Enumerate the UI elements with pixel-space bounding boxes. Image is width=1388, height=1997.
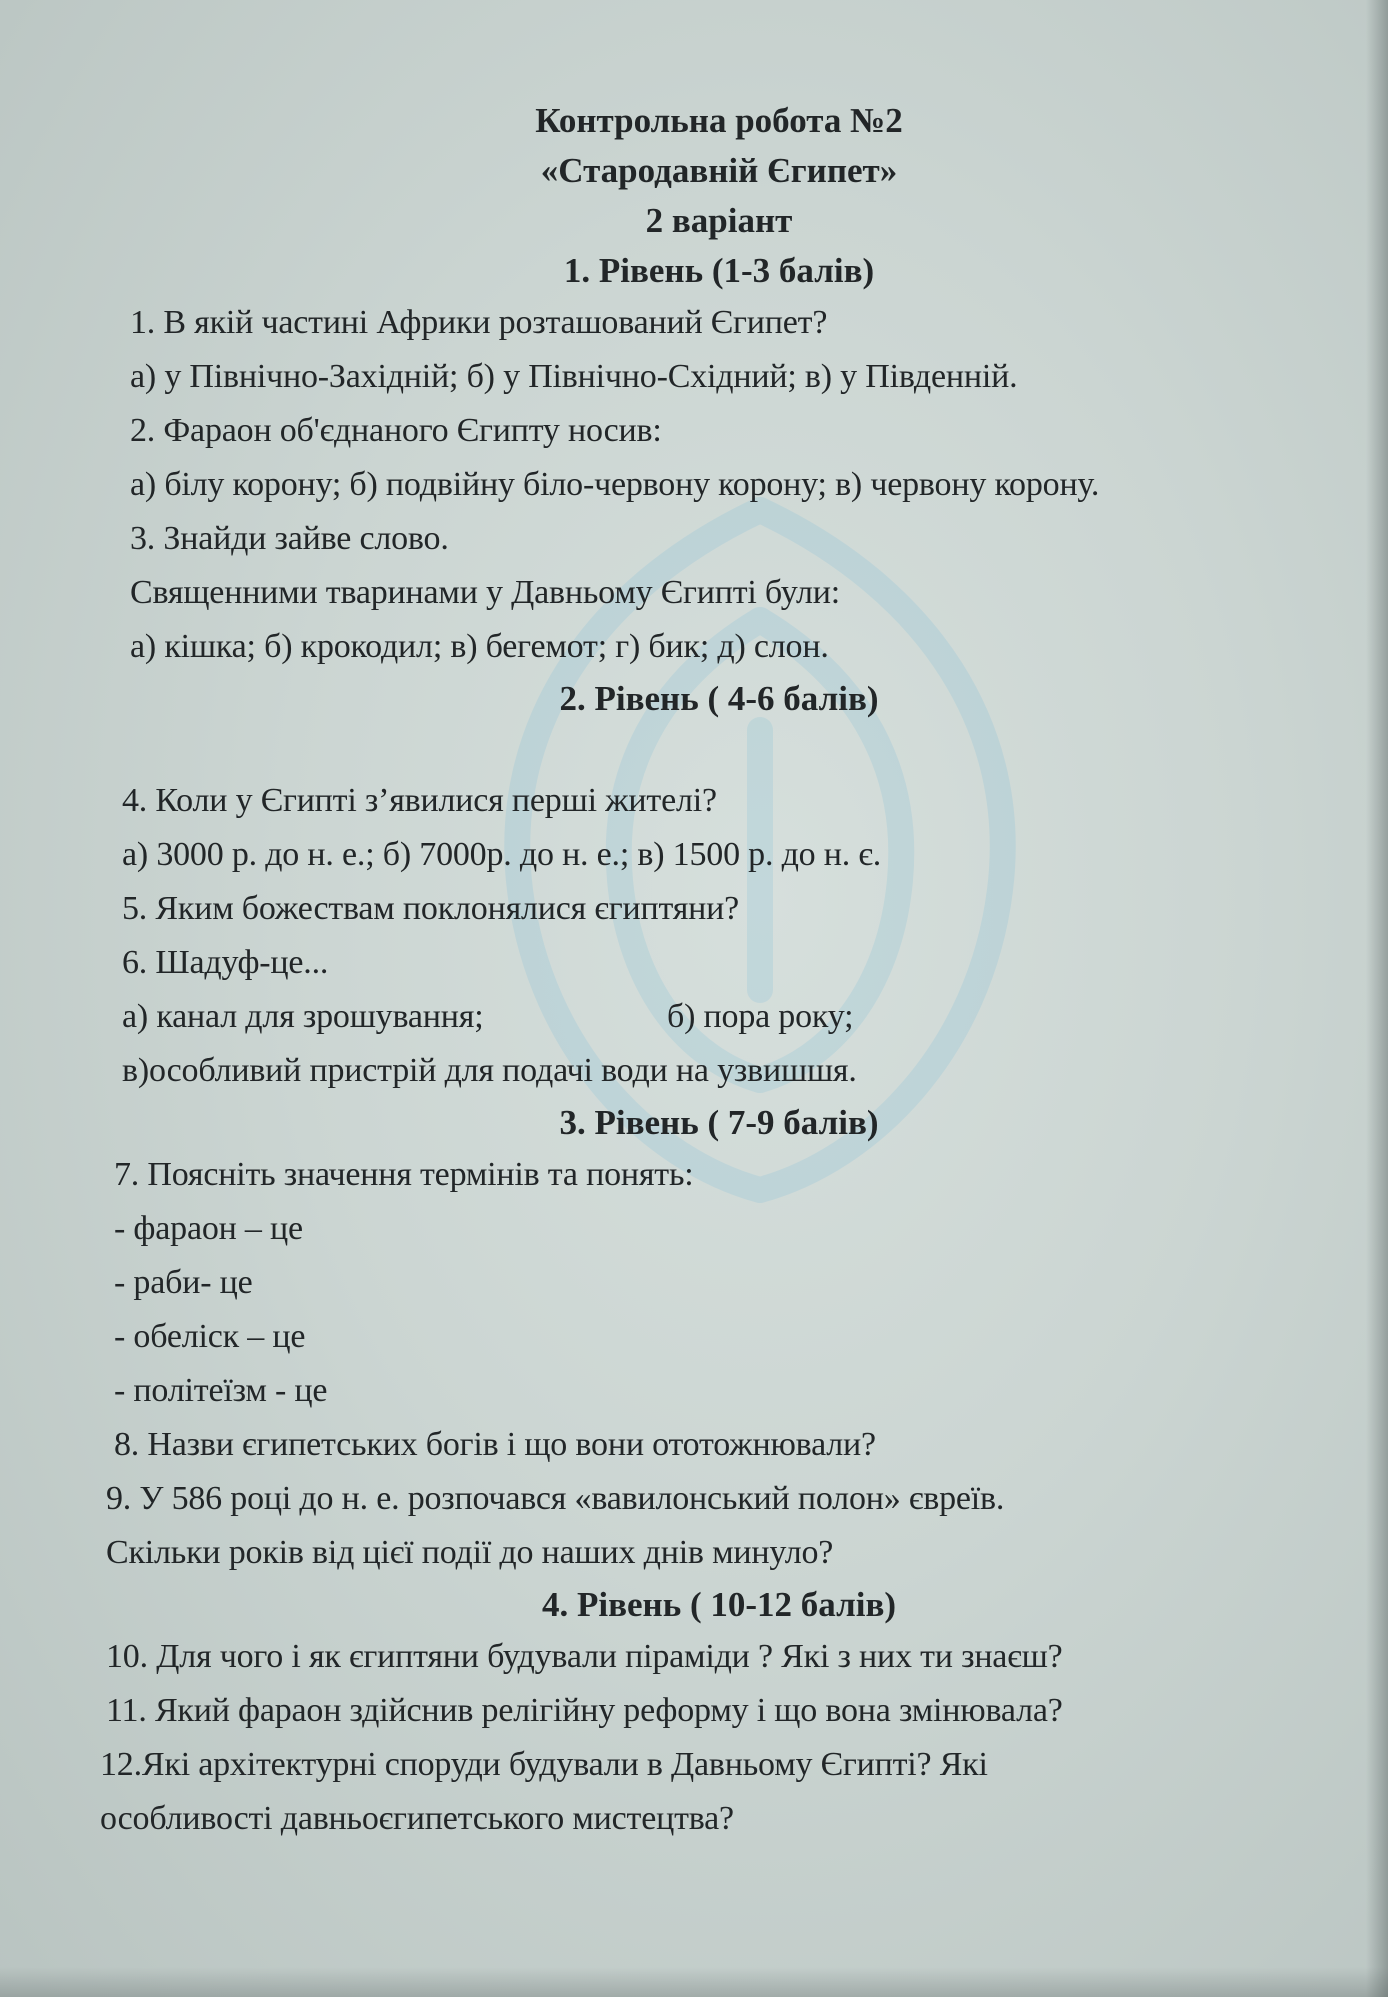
test-content xyxy=(0,96,1388,1846)
question-3: 3. Знайди зайве слово. xyxy=(130,520,449,557)
question-9-line-1: 9. У 586 році до н. е. розпочався «вавилонський полон» євреїв. xyxy=(106,1480,1005,1517)
question-6-option-b: б) пора року; xyxy=(667,998,854,1035)
question-1: 1. В якій частині Африки розташований Єгипет? xyxy=(130,304,828,341)
level-2-heading: 2. Рівень ( 4-6 балів) xyxy=(559,679,879,718)
question-6-options-ab xyxy=(0,990,1388,1044)
level-3-heading: 3. Рівень ( 7-9 балів) xyxy=(559,1103,879,1142)
question-11: 11. Який фараон здійснив релігійну реформу і що вона змінювала? xyxy=(106,1692,1063,1729)
question-10: 10. Для чого і як єгиптяни будували піраміди ? Які з них ти знаєш? xyxy=(106,1638,1063,1675)
question-2-options: а) білу корону; б) подвійну біло-червону корону; в) червону корону. xyxy=(130,466,1100,503)
test-subtitle: «Стародавній Єгипет» xyxy=(540,151,898,190)
question-6-option-c: в)особливий пристрій для подачі води на узвишшя. xyxy=(122,1052,857,1089)
question-4: 4. Коли у Єгипті з’явилися перші жителі? xyxy=(122,782,717,819)
question-2: 2. Фараон об'єднаного Єгипту носив: xyxy=(130,412,662,449)
question-7: 7. Поясніть значення термінів та понять: xyxy=(114,1156,694,1193)
level-4-heading: 4. Рівень ( 10-12 балів) xyxy=(542,1585,896,1624)
test-title: Контрольна робота №2 xyxy=(535,101,903,140)
spacer xyxy=(0,724,1388,774)
term-item: - політеїзм - це xyxy=(114,1372,328,1409)
question-5: 5. Яким божествам поклонялися єгиптяни? xyxy=(122,890,740,927)
level-1-heading: 1. Рівень (1-3 балів) xyxy=(563,251,875,290)
question-3-text: Священними тваринами у Давньому Єгипті були: xyxy=(130,574,841,611)
question-12-line-1: 12.Які архітектурні споруди будували в Давньому Єгипті? Які xyxy=(100,1746,988,1783)
screen-edge-shadow xyxy=(1366,0,1388,1997)
question-8: 8. Назви єгипетських богів і що вони ототожнювали? xyxy=(114,1426,876,1463)
question-12-line-2: особливості давньоєгипетського мистецтва? xyxy=(100,1800,734,1837)
term-item: - обеліск – це xyxy=(114,1318,306,1355)
term-item: - раби- це xyxy=(114,1264,253,1301)
question-1-options: а) у Північно-Західній; б) у Північно-Східний; в) у Південній. xyxy=(130,358,1018,395)
test-variant: 2 варіант xyxy=(645,201,793,240)
screen-bottom-shadow xyxy=(0,1967,1388,1997)
question-6-option-a: а) канал для зрошування; xyxy=(122,998,484,1035)
term-item: - фараон – це xyxy=(114,1210,303,1247)
question-4-options: а) 3000 р. до н. е.; б) 7000р. до н. е.; в) 1500 р. до н. є. xyxy=(122,836,882,873)
question-6: 6. Шадуф-це... xyxy=(122,944,329,981)
question-3-options: а) кішка; б) крокодил; в) бегемот; г) бик; д) слон. xyxy=(130,628,829,665)
question-9-line-2: Скільки років від цієї події до наших днів минуло? xyxy=(106,1534,834,1571)
